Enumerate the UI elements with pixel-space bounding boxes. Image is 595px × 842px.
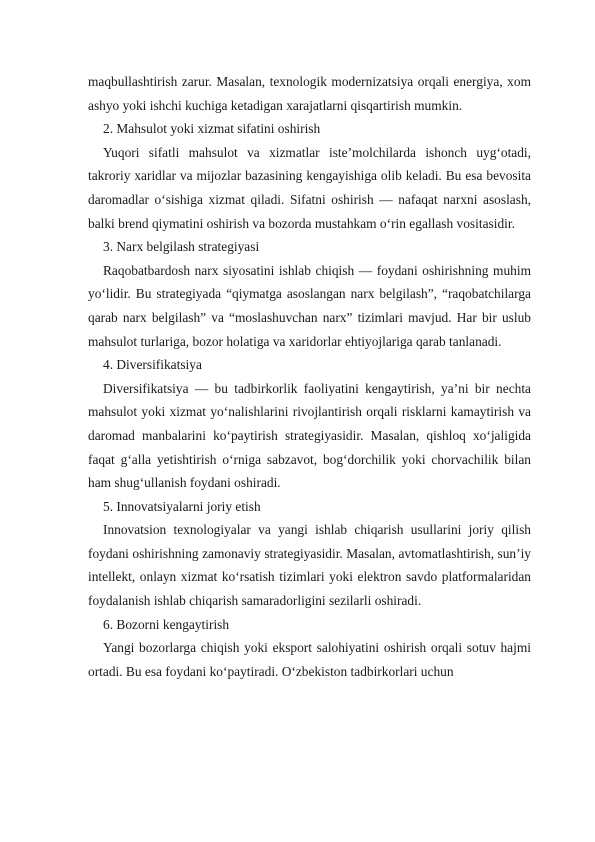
section-heading-market-expansion: 6. Bozorni kengaytirish: [103, 616, 230, 632]
paragraph-quality: Yuqori sifatli mahsulot va xizmatlar iste’molchilarda ishonch uyg‘otadi, takroriy xaridlar va mijozlar bazasining kengayishiga olib keladi. Bu esa bevosita daromadlar o‘sishiga xizmat qiladi. Sifatni oshirish — nafaqat narxni asoslash, balki brend qiymatini oshirish va bozorda mustahkam o‘rin egallash vositasidir.: [88, 144, 531, 231]
paragraph-diversification: Diversifikatsiya — bu tadbirkorlik faoliyatini kengaytirish, ya’ni bir nechta mahsulot yoki xizmat yo‘nalishlarini rivojlantirish orqali risklarni kamaytirish va daromad manbalarini ko‘paytirish strategiyasidir. Masalan, qishloq xo‘jaligida faqat g‘alla yetishtirish o‘rniga sabzavot, bog‘dorchilik yoki chorvachilik bilan ham shug‘ullanish foydani oshiradi.: [88, 380, 531, 491]
paragraph-continuation: maqbullashtirish zarur. Masalan, texnologik modernizatsiya orqali energiya, xom ashyo yoki ishchi kuchiga ketadigan xarajatlarni qisqartirish mumkin.: [88, 74, 531, 113]
section-heading-pricing: 3. Narx belgilash strategiyasi: [103, 239, 260, 255]
section-heading-quality: 2. Mahsulot yoki xizmat sifatini oshirish: [103, 121, 321, 137]
document-page: [88, 70, 531, 683]
paragraph-innovation: Innovatsion texnologiyalar va yangi ishlab chiqarish usullarini joriy qilish foydani oshirishning zamonaviy strategiyasidir. Masalan, avtomatlashtirish, sun’iy intellekt, onlayn xizmat ko‘rsatish tizimlari yoki elektron savdo platformalaridan foydalanish ishlab chiqarish samaradorligini sezilarli oshiradi.: [88, 522, 531, 609]
section-heading-innovation: 5. Innovatsiyalarni joriy etish: [103, 498, 261, 514]
paragraph-market-expansion: Yangi bozorlarga chiqish yoki eksport salohiyatini oshirish orqali sotuv hajmi ortadi. Bu esa foydani ko‘paytiradi. O‘zbekiston tadbirkorlari uchun: [88, 640, 531, 679]
section-heading-diversification: 4. Diversifikatsiya: [103, 357, 202, 373]
paragraph-pricing: Raqobatbardosh narx siyosatini ishlab chiqish — foydani oshirishning muhim yo‘lidir. Bu strategiyada “qiymatga asoslangan narx belgilash”, “raqobatchilarga qarab narx belgilash” va “moslashuvchan narx” tizimlari mavjud. Har bir uslub mahsulot turlariga, bozor holatiga va xaridorlar ehtiyojlariga qarab tanlanadi.: [88, 262, 531, 349]
